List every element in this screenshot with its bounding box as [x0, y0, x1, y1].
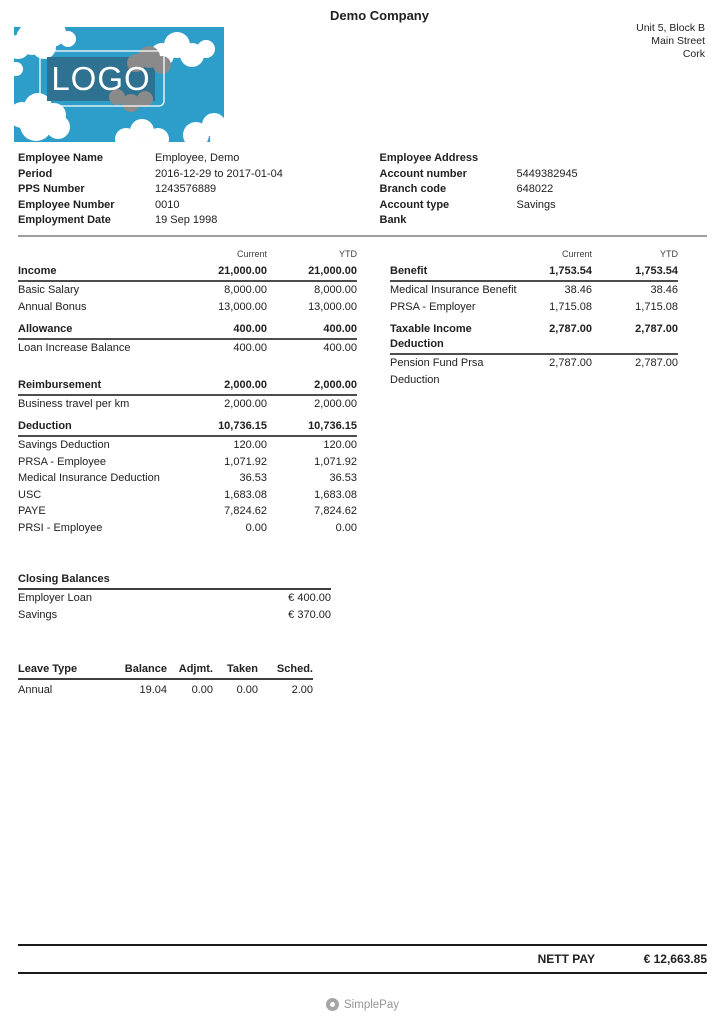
footer-brand: [0, 998, 725, 1011]
table-row: PAYE 7,824.62 7,824.62: [18, 505, 357, 517]
closing-balances-title: Closing Balances: [18, 572, 331, 590]
detail-value: Savings: [516, 198, 556, 211]
company-address-line: Main Street: [651, 35, 705, 47]
nett-pay-label: NETT PAY: [537, 952, 595, 966]
table-row: PRSI - Employee 0.00 0.00: [18, 521, 357, 534]
detail-row: [380, 198, 708, 214]
company-address: [636, 22, 705, 61]
detail-label: Account number: [379, 167, 467, 180]
section-taxable-income-deduction: [390, 322, 678, 388]
nett-pay-bar: [18, 944, 707, 974]
section-header-row: Income 21,000.00 21,000.00: [18, 264, 357, 282]
table-row: Savings € 370.00: [18, 608, 331, 621]
section-deduction: [18, 419, 357, 536]
table-row: PRSA - Employer 1,715.08 1,715.08: [390, 300, 678, 313]
detail-label: Employee Number: [18, 198, 115, 211]
table-row: Annual 19.04 0.00 0.00 2.00: [18, 684, 313, 696]
detail-row: [380, 213, 708, 229]
detail-row: [18, 213, 346, 229]
column-header-ytd: YTD: [660, 249, 678, 259]
detail-label: Period: [18, 167, 53, 180]
column-header-row: [18, 248, 357, 261]
detail-label: PPS Number: [18, 183, 85, 195]
detail-value: 19 Sep 1998: [155, 214, 218, 226]
detail-row: [380, 182, 708, 198]
table-row: Employer Loan € 400.00: [18, 592, 331, 604]
section-header-row: Taxable Income Deduction 2,787.00 2,787.00: [390, 322, 678, 355]
employee-details-left: [18, 151, 346, 229]
section-header-row: Allowance 400.00 400.00: [18, 322, 357, 340]
company-logo-image: [14, 27, 224, 142]
section-header-row: Deduction 10,736.15 10,736.15: [18, 419, 357, 437]
leave-header-row: Leave Type Balance Adjmt. Taken Sched.: [18, 662, 313, 680]
company-logo: [14, 27, 224, 142]
simplepay-ring-icon: [326, 998, 339, 1011]
table-row: Savings Deduction 120.00 120.00: [18, 439, 357, 451]
section-benefit: [390, 264, 678, 315]
table-row: Business travel per km 2,000.00 2,000.00: [18, 397, 357, 410]
table-row: USC 1,683.08 1,683.08: [18, 488, 357, 501]
detail-label: Branch code: [379, 183, 447, 195]
detail-value: 5449382945: [516, 167, 578, 180]
column-header-row: [390, 248, 678, 261]
detail-value: 2016-12-29 to 2017-01-04: [155, 167, 283, 180]
table-row: Loan Increase Balance 400.00 400.00: [18, 342, 357, 354]
detail-value: [517, 213, 708, 229]
detail-label: Account type: [379, 198, 450, 211]
detail-row: [18, 198, 346, 214]
detail-label: Employee Address: [379, 152, 479, 164]
payslip-right-table: [390, 248, 678, 388]
detail-value: 648022: [516, 183, 554, 195]
detail-label: Employment Date: [18, 214, 111, 226]
detail-value: 1243576889: [155, 183, 217, 195]
detail-row: [18, 151, 346, 167]
table-row: Basic Salary 8,000.00 8,000.00: [18, 284, 357, 296]
section-header-row: Reimbursement 2,000.00 2,000.00: [18, 378, 357, 396]
detail-row: [18, 182, 346, 198]
detail-label: Employee Name: [18, 152, 103, 164]
column-header-current: Current: [236, 249, 267, 259]
section-reimbursement: [18, 378, 357, 413]
company-name: Demo Company: [330, 8, 429, 23]
detail-value: 0010: [155, 198, 180, 211]
detail-row: [380, 151, 708, 167]
closing-balances-table: [18, 572, 331, 623]
header-divider: [18, 235, 707, 237]
table-row: Medical Insurance Benefit 38.46 38.46: [390, 284, 678, 296]
section-header-row: Benefit 1,753.54 1,753.54: [390, 264, 678, 282]
section-allowance: [18, 322, 357, 357]
employee-details-right: [380, 151, 708, 229]
table-row: Annual Bonus 13,000.00 13,000.00: [18, 300, 357, 313]
leave-table: [18, 662, 313, 699]
column-header-ytd: YTD: [339, 249, 357, 259]
company-address-line: Cork: [682, 48, 705, 60]
simplepay-brand-text: SimplePay: [344, 998, 399, 1011]
column-header-current: Current: [561, 249, 592, 259]
detail-label: Bank: [379, 214, 407, 226]
section-income: [18, 264, 357, 315]
table-row: PRSA - Employee 1,071.92 1,071.92: [18, 455, 357, 468]
detail-row: [380, 167, 708, 183]
logo-text: LOGO: [51, 60, 151, 97]
table-row: Pension Fund Prsa Deduction 2,787.00 2,787.00: [390, 357, 678, 386]
nett-pay-value: € 12,663.85: [643, 952, 707, 966]
detail-value: [517, 151, 708, 167]
employee-details: [18, 151, 707, 229]
detail-value: Employee, Demo: [155, 152, 240, 164]
table-row: Medical Insurance Deduction 36.53 36.53: [18, 472, 357, 484]
company-address-line: Unit 5, Block B: [636, 22, 705, 34]
detail-row: [18, 167, 346, 183]
payslip-left-table: [18, 248, 357, 536]
